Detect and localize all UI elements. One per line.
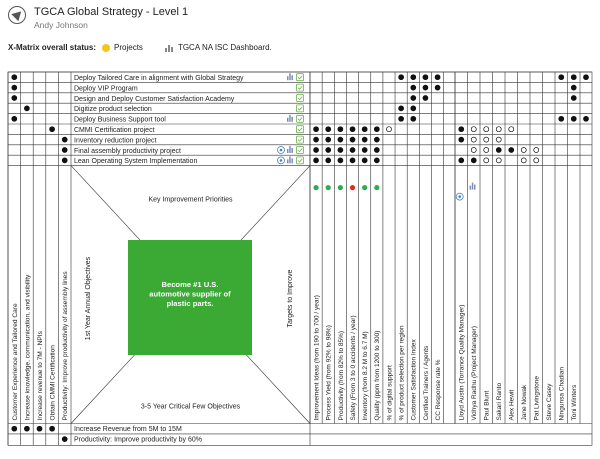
target-status-dot (374, 185, 379, 190)
target-label[interactable]: Quality (ppm from 1200 to 300) (374, 330, 382, 421)
person-label[interactable]: Pat Livingstone (533, 376, 541, 421)
priority-target-dot (411, 116, 416, 121)
target-status-dot (313, 185, 318, 190)
person-label[interactable]: Alex Hewit (508, 389, 516, 421)
priority-person-dot (571, 116, 576, 121)
priority-person-dot (496, 127, 501, 132)
priority-target-dot (338, 127, 343, 132)
priority-target-dot (338, 148, 343, 153)
critical-objective-dot (24, 426, 29, 431)
annual-objective-label[interactable]: Customer Experience and Tailored Care (11, 303, 19, 421)
priority-person-dot (559, 116, 564, 121)
targets-label: Targets to Improve (287, 269, 294, 328)
target-center-icon (280, 159, 283, 162)
bar-chart-icon (474, 185, 476, 190)
priority-target-dot (423, 75, 428, 80)
priority-person-dot (484, 158, 489, 163)
priority-objective-dot (24, 106, 29, 111)
priority-person-dot (521, 158, 526, 163)
check-status-icon (297, 147, 304, 154)
overall-status-label: X-Matrix overall status: (8, 43, 97, 52)
priority-label[interactable]: Design and Deploy Customer Satisfaction Academy (74, 95, 235, 103)
target-status-dot (362, 185, 367, 190)
priority-objective-dot (62, 148, 67, 153)
person-label[interactable]: Jane Nowak (521, 384, 529, 421)
priority-target-dot (350, 137, 355, 142)
annual-objectives-label: 1st Year Annual Objectives (85, 256, 92, 341)
priority-label[interactable]: Final assembly productivity project (74, 147, 181, 155)
priority-person-dot (521, 148, 526, 153)
priority-target-dot (399, 75, 404, 80)
bar-chart-icon (289, 115, 291, 122)
critical-objective-dot (62, 437, 67, 442)
priority-target-dot (374, 148, 379, 153)
priority-person-dot (459, 127, 464, 132)
person-label[interactable]: Ningunsa Chadian (558, 367, 566, 421)
priority-target-dot (423, 96, 428, 101)
priority-target-dot (362, 137, 367, 142)
priority-person-dot (509, 148, 514, 153)
priority-target-dot (350, 148, 355, 153)
priority-person-dot (509, 127, 514, 132)
check-status-icon (297, 95, 304, 102)
priority-target-dot (350, 158, 355, 163)
priority-target-dot (362, 158, 367, 163)
bar-chart-icon (472, 183, 474, 190)
target-center-icon (458, 195, 461, 198)
priority-person-dot (471, 127, 476, 132)
bar-chart-icon (291, 158, 293, 163)
target-label[interactable]: Safety (From 3 to 0 accidents / year) (349, 315, 357, 421)
person-label[interactable]: Toni Winters (571, 384, 579, 421)
priority-person-dot (571, 75, 576, 80)
critical-objective-label[interactable]: Productivity: Improve productivity by 60% (74, 436, 202, 444)
projects-link[interactable]: Projects (114, 43, 143, 52)
target-label[interactable]: % of product selection per region (398, 325, 406, 421)
priority-target-dot (399, 106, 404, 111)
priority-person-dot (459, 137, 464, 142)
check-status-icon (297, 84, 304, 91)
priority-target-dot (374, 158, 379, 163)
priority-objective-dot (12, 96, 17, 101)
check-status-icon (297, 157, 304, 164)
priority-objective-dot (12, 116, 17, 121)
target-label[interactable]: Certified Trainers / Agents (422, 345, 430, 421)
vision-text: automotive supplier of (149, 289, 231, 299)
priority-person-dot (459, 158, 464, 163)
target-status-dot (338, 185, 343, 190)
priority-target-dot (362, 127, 367, 132)
check-status-icon (297, 105, 304, 112)
priority-label[interactable]: Deploy Tailored Care in alignment with Global Strategy (74, 75, 244, 82)
priority-target-dot (374, 127, 379, 132)
annual-objective-label[interactable]: Obtain CMMI Certification (49, 345, 57, 421)
bar-chart-icon (289, 73, 291, 80)
priority-label[interactable]: Digitize product selection (74, 106, 152, 114)
priority-person-dot (496, 158, 501, 163)
target-label[interactable]: CC Response rate % (434, 359, 442, 421)
check-status-icon (297, 74, 304, 81)
priority-label[interactable]: Deploy VIP Program (74, 85, 138, 93)
priority-target-dot (338, 158, 343, 163)
target-status-dot (350, 185, 355, 190)
priority-target-dot (411, 96, 416, 101)
person-label[interactable]: Vidhya Radhu (Project Manager) (471, 325, 479, 421)
priority-person-dot (471, 158, 476, 163)
priority-person-dot (559, 75, 564, 80)
priority-objective-dot (62, 158, 67, 163)
person-label[interactable]: Paul Blunt (483, 390, 491, 421)
priority-person-dot (571, 96, 576, 101)
person-label[interactable]: Steve Casey (546, 383, 554, 421)
priority-objective-dot (12, 75, 17, 80)
vision-text: Become #1 U.S. (161, 280, 219, 289)
priority-person-dot (471, 137, 476, 142)
check-status-icon (297, 115, 304, 122)
priority-person-dot (484, 137, 489, 142)
priority-target-dot (326, 148, 331, 153)
target-label[interactable]: Process Yield (from 92% to 98%) (325, 325, 333, 421)
bar-chart-icon (289, 156, 291, 163)
side-dot (584, 75, 589, 80)
priority-label[interactable]: Lean Operating System Implementation (74, 158, 198, 166)
priority-objective-dot (50, 127, 55, 132)
annual-objective-label[interactable]: Increase knowledge, communication, and visibility (24, 274, 32, 421)
priority-target-dot (435, 75, 440, 80)
priority-person-dot (484, 127, 489, 132)
priority-objective-dot (62, 137, 67, 142)
priority-person-dot (496, 148, 501, 153)
priority-target-dot (350, 127, 355, 132)
priority-target-dot (326, 137, 331, 142)
priority-person-dot (534, 148, 539, 153)
priority-person-dot (471, 148, 476, 153)
target-center-icon (280, 149, 283, 152)
bar-chart-icon (291, 117, 293, 122)
priority-person-dot (484, 148, 489, 153)
bar-chart-icon (287, 149, 289, 153)
critical-objective-dot (12, 426, 17, 431)
priority-person-dot (496, 137, 501, 142)
priority-target-dot (386, 127, 391, 132)
annual-objective-label[interactable]: Increase revenue to 7M - NPIs (37, 331, 44, 421)
target-label[interactable]: Productivity (from 82% to 85%) (337, 330, 345, 421)
priority-target-dot (411, 75, 416, 80)
priority-target-dot (411, 106, 416, 111)
owner-name: Andy Johnson (34, 20, 88, 30)
page-title: TGCA Global Strategy - Level 1 (34, 6, 189, 18)
dashboard-link[interactable]: TGCA NA ISC Dashboard. (177, 43, 272, 52)
priority-target-dot (314, 137, 319, 142)
bar-chart-icon (470, 186, 472, 190)
bar-chart-icon (291, 148, 293, 153)
priority-target-dot (435, 85, 440, 90)
key-priorities-label: Key Improvement Priorities (148, 196, 233, 204)
priority-target-dot (326, 158, 331, 163)
bar-chart-icon (289, 146, 291, 153)
target-label[interactable]: Improvement Ideas (from 190 to 700 / year) (313, 295, 321, 421)
annual-objective-label[interactable]: Productivity: Improve productivity of assembly lines (62, 271, 70, 421)
critical-objective-dot (37, 426, 42, 431)
target-label[interactable]: Inventory (from 8.2 M to 6.7 M) (362, 331, 370, 421)
priority-person-dot (571, 85, 576, 90)
priority-target-dot (314, 127, 319, 132)
priority-target-dot (399, 116, 404, 121)
priority-target-dot (326, 127, 331, 132)
bar-chart-icon (287, 76, 289, 80)
check-status-icon (297, 136, 304, 143)
priority-target-dot (411, 85, 416, 90)
bar-chart-icon (291, 75, 293, 80)
person-label[interactable]: Lloyd Austin (Torrance Quality Manager) (458, 304, 466, 421)
side-dot (584, 116, 589, 121)
priority-label[interactable]: Deploy Business Support tool (74, 116, 166, 124)
priority-target-dot (423, 85, 428, 90)
priority-target-dot (362, 148, 367, 153)
target-status-dot (326, 185, 331, 190)
bar-chart-icon (287, 118, 289, 122)
check-status-icon (297, 126, 304, 133)
target-label[interactable]: Customer Satisfaction Index (410, 339, 418, 421)
critical-objectives-label: 3-5 Year Critical Few Objectives (140, 403, 241, 411)
bar-chart-icon (287, 159, 289, 163)
vision-text: plastic parts. (166, 299, 214, 308)
priority-target-dot (314, 158, 319, 163)
priority-target-dot (374, 137, 379, 142)
person-label[interactable]: Sakari Ranto (496, 382, 504, 421)
priority-target-dot (338, 137, 343, 142)
priority-label[interactable]: Inventory reduction project (74, 137, 157, 145)
critical-objective-dot (50, 426, 55, 431)
priority-person-dot (534, 158, 539, 163)
target-label[interactable]: % of digital support (386, 365, 394, 421)
priority-label[interactable]: CMMI Certification project (74, 127, 155, 134)
priority-target-dot (314, 148, 319, 153)
priority-objective-dot (12, 85, 17, 90)
critical-objective-label[interactable]: Increase Revenue from 5M to 15M (74, 426, 182, 434)
